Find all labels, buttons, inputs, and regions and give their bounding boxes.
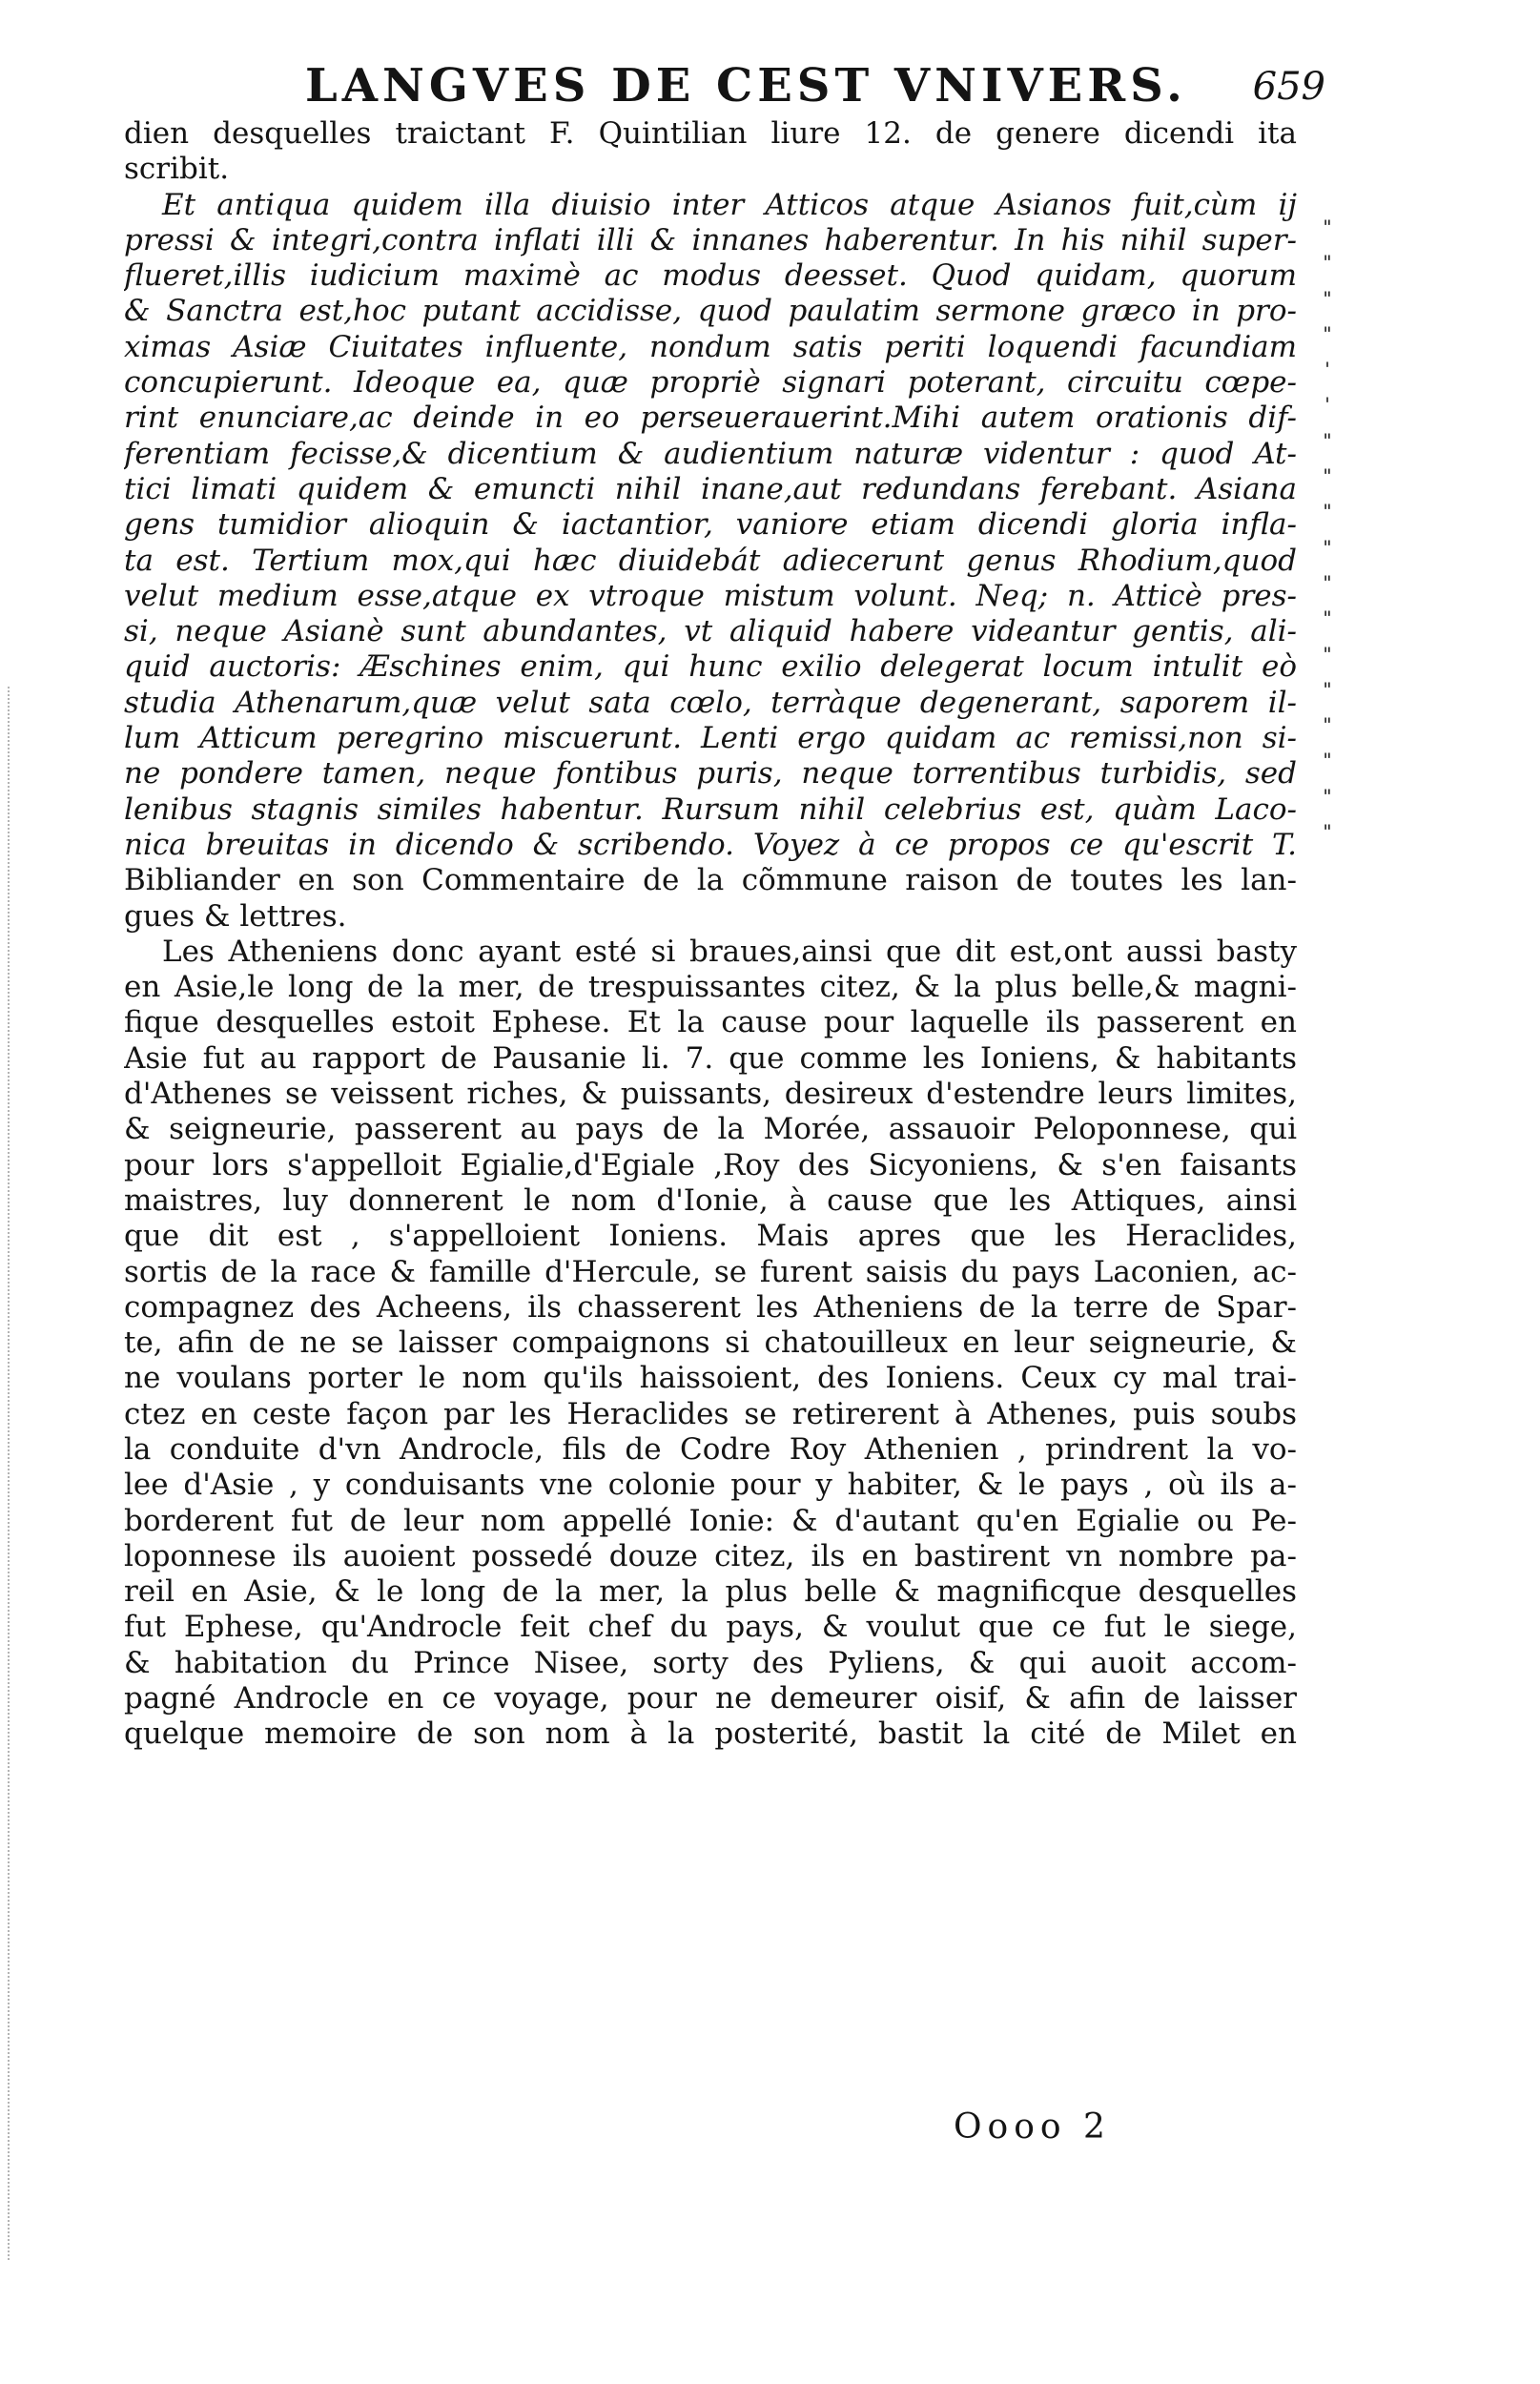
running-head: LANGVES DE CEST VNIVERS.	[305, 59, 1187, 113]
text-line: pour lors s'appelloit Egialie,d'Egiale ,Roy des Sicyoniens, & s'en faisants	[124, 1147, 1297, 1182]
text-line: concupierunt. Ideoque ea, quæ propriè signari poterant, circuitu cœpe-	[124, 365, 1297, 401]
page-number: 659	[1252, 65, 1325, 109]
text-line: ta est. Tertium mox,qui hæc diuidebát adiecerunt genus Rhodium,quod	[124, 543, 1297, 578]
body-text	[124, 116, 1297, 1753]
text-line: ne pondere tamen, neque fontibus puris, neque torrentibus turbidis, sed	[124, 756, 1297, 791]
margin-quote-mark: "	[1323, 251, 1332, 275]
text-line: en Asie,le long de la mer, de trespuissantes citez, & la plus belle,& magni-	[124, 970, 1297, 1005]
text-line: ctez en ceste façon par les Heraclides se retirerent à Athenes, puis soubs	[124, 1396, 1297, 1431]
binding-edge-dots	[8, 687, 19, 2260]
text-line: dien desquelles traictant F. Quintilian liure 12. de genere dicendi ita	[124, 116, 1297, 151]
text-line: lee d'Asie , y conduisants vne colonie pour y habiter, & le pays , où ils a-	[124, 1468, 1297, 1503]
text-line: nica breuitas in dicendo & scribendo. Voyez à ce propos ce qu'escrit T.	[124, 827, 1297, 862]
text-line: loponnese ils auoient possedé douze citez, ils en bastirent vn nombre pa-	[124, 1538, 1297, 1573]
text-line: si, neque Asianè sunt abundantes, vt aliquid habere videantur gentis, ali-	[124, 614, 1297, 649]
text-line: la conduite d'vn Androcle, fils de Codre Roy Athenien , prindrent la vo-	[124, 1431, 1297, 1467]
text-line: tici limati quidem & emuncti nihil inane,aut redundans ferebant. Asiana	[124, 471, 1297, 506]
text-line: rint enunciare,ac deinde in eo perseuerauerint.Mihi autem orationis dif-	[124, 401, 1297, 436]
text-line: scribit.	[124, 152, 230, 187]
text-line: studia Athenarum,quæ velut sata cœlo, terràque degenerant, saporem il-	[124, 685, 1297, 720]
signature-mark: Oooo 2	[954, 2107, 1111, 2147]
margin-quote-mark: '	[1324, 393, 1330, 417]
margin-quote-mark: "	[1323, 749, 1332, 772]
text-line: lum Atticum peregrino miscuerunt. Lenti ergo quidam ac remissi,non si-	[124, 721, 1297, 756]
page-header	[172, 59, 1325, 116]
margin-quote-mark: '	[1324, 358, 1330, 381]
text-line: pressi & integri,contra inflati illi & innanes haberentur. In his nihil super-	[124, 222, 1297, 257]
text-line: ne voulans porter le nom qu'ils haissoient, des Ioniens. Ceux cy mal trai-	[124, 1361, 1297, 1396]
text-line: d'Athenes se veissent riches, & puissants, desireux d'estendre leurs limites,	[124, 1077, 1297, 1112]
text-line: maistres, luy donnerent le nom d'Ionie, à cause que les Attiques, ainsi	[124, 1182, 1297, 1218]
text-line: & seigneurie, passerent au pays de la Morée, assauoir Peloponnese, qui	[124, 1112, 1297, 1147]
text-line: quid auctoris: Æschines enim, qui hunc exilio delegerat locum intulit eò	[124, 649, 1297, 685]
margin-quote-mark: "	[1323, 570, 1332, 594]
quotation-margin-marks	[1308, 210, 1346, 850]
text-line: ferentiam fecisse,& dicentium & audientium naturæ videntur : quod At-	[124, 436, 1297, 471]
text-line: te, afin de ne se laisser compaignons si chatouilleux en leur seigneurie, &	[124, 1326, 1297, 1361]
text-line: gues & lettres.	[124, 898, 347, 934]
text-line: Asie fut au rapport de Pausanie li. 7. que comme les Ioniens, & habitants	[124, 1040, 1297, 1076]
text-line: compagnez des Acheens, ils chasserent les Atheniens de la terre de Spar-	[124, 1289, 1297, 1325]
margin-quote-mark: "	[1323, 428, 1332, 452]
margin-quote-mark: "	[1323, 500, 1332, 524]
margin-quote-mark: "	[1323, 464, 1332, 488]
text-line: quelque memoire de son nom à la posterité, bastit la cité de Milet en	[124, 1716, 1297, 1752]
margin-quote-mark: "	[1323, 677, 1332, 701]
text-line: que dit est , s'appelloient Ioniens. Mais apres que les Heraclides,	[124, 1219, 1297, 1254]
margin-quote-mark: "	[1323, 216, 1332, 238]
text-line: & Sanctra est,hoc putant accidisse, quod paulatim sermone græco in pro-	[124, 294, 1297, 329]
text-line: lenibus stagnis similes habentur. Rursum nihil celebrius est, quàm Laco-	[124, 791, 1297, 827]
text-line: gens tumidior alioquin & iactantior, vaniore etiam dicendi gloria infla-	[124, 507, 1297, 543]
text-line: sortis de la race & famille d'Hercule, se furent saisis du pays Laconien, ac-	[124, 1254, 1297, 1289]
text-line: Et antiqua quidem illa diuisio inter Atticos atque Asianos fuit,cùm ij	[162, 187, 1297, 222]
text-line: & habitation du Prince Nisee, sorty des Pyliens, & qui auoit accom-	[124, 1645, 1297, 1680]
margin-quote-mark: "	[1323, 784, 1332, 808]
text-line: fique desquelles estoit Ephese. Et la cause pour laquelle ils passerent en	[124, 1005, 1297, 1040]
text-line: Bibliander en son Commentaire de la cõmmune raison de toutes les lan-	[124, 863, 1297, 898]
margin-quote-mark: "	[1323, 713, 1332, 737]
margin-quote-mark: "	[1323, 606, 1332, 630]
text-line: borderent fut de leur nom appellé Ionie: & d'autant qu'en Egialie ou Pe-	[124, 1503, 1297, 1538]
text-line: flueret,illis iudicium maximè ac modus deesset. Quod quidam, quorum	[124, 258, 1297, 294]
margin-quote-mark: "	[1323, 535, 1332, 559]
margin-quote-mark: "	[1323, 286, 1332, 310]
text-line: ximas Asiæ Ciuitates influente, nondum satis periti loquendi facundiam	[124, 329, 1297, 364]
margin-quote-mark: "	[1323, 820, 1332, 844]
text-line: fut Ephese, qu'Androcle feit chef du pays, & voulut que ce fut le siege,	[124, 1610, 1297, 1645]
text-line: pagné Androcle en ce voyage, pour ne demeurer oisif, & afin de laisser	[124, 1681, 1297, 1716]
text-line: reil en Asie, & le long de la mer, la plus belle & magnificque desquelles	[124, 1574, 1297, 1610]
text-line: Les Atheniens donc ayant esté si braues,ainsi que dit est,ont aussi basty	[162, 934, 1297, 969]
margin-quote-mark: "	[1323, 321, 1332, 345]
text-line: velut medium esse,atque ex vtroque mistum volunt. Neq; n. Atticè pres-	[124, 578, 1297, 613]
margin-quote-mark: "	[1323, 642, 1332, 666]
